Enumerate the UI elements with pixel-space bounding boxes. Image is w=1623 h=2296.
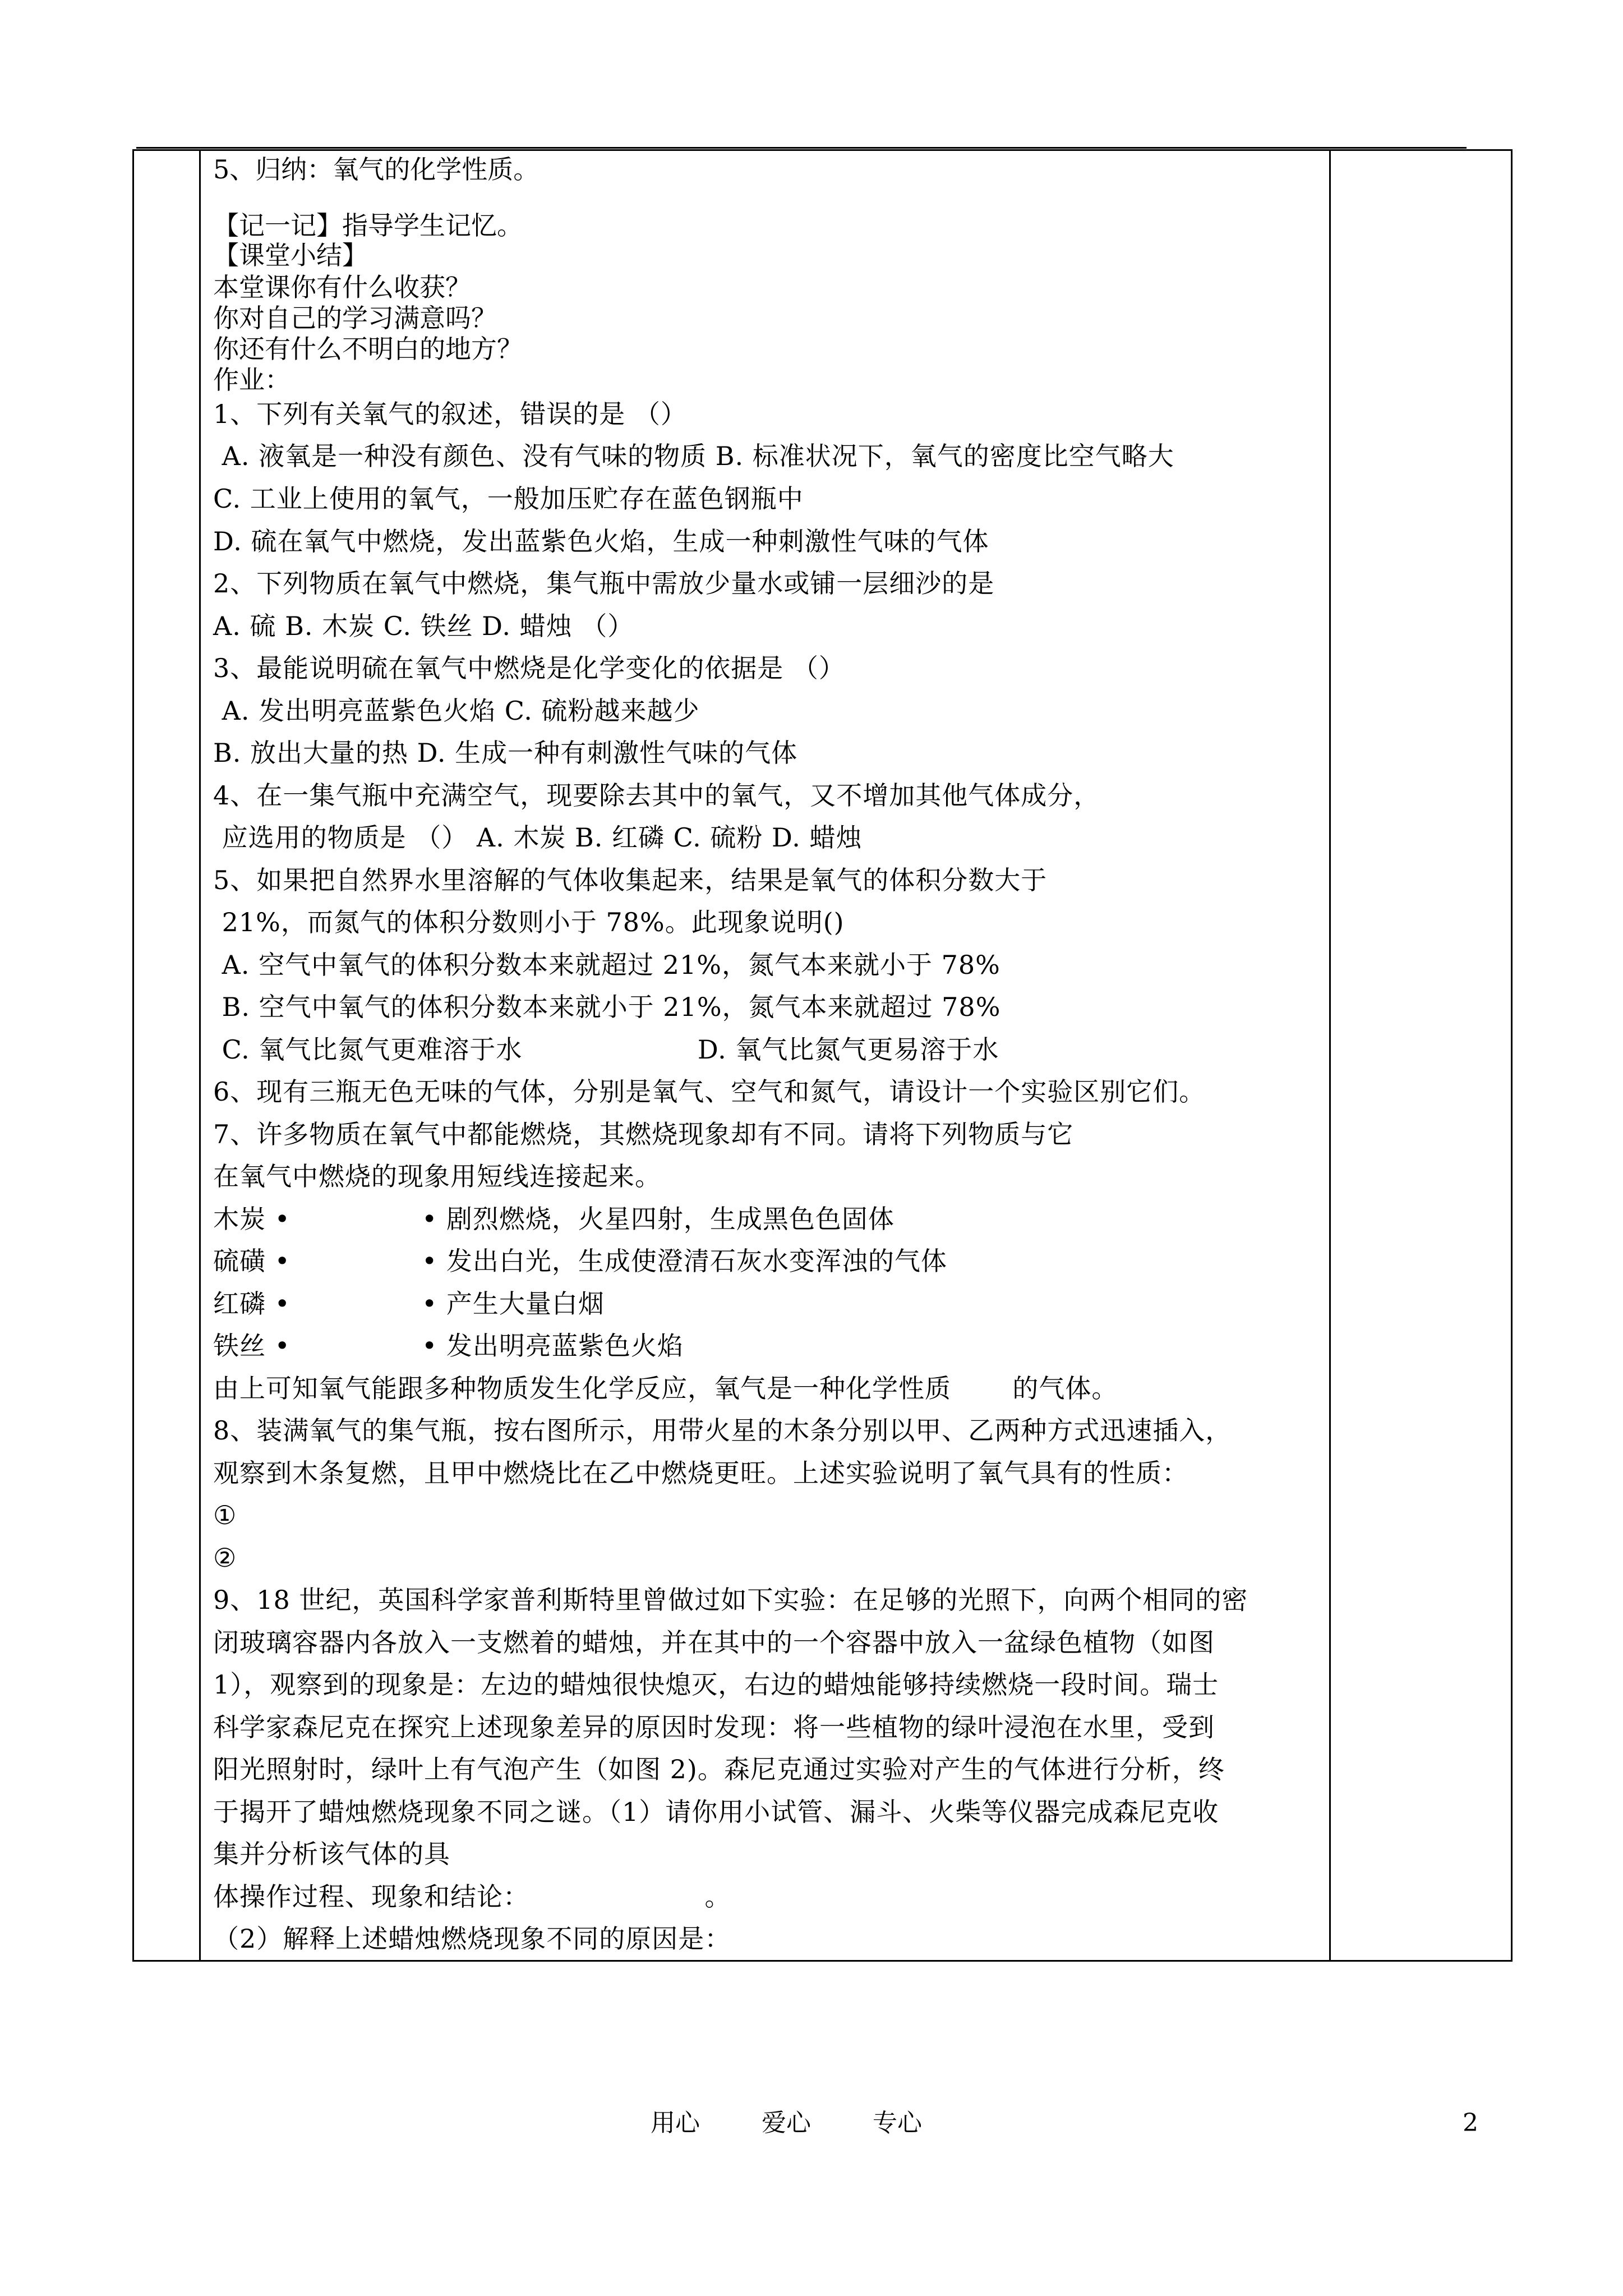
line-class-summary-heading: 【课堂小结】 [213,240,368,270]
line-q9-cont-4: 阳光照射时，绿叶上有气泡产生（如图 2)。森尼克通过实验对产生的气体进行分析，终 [213,1754,1225,1784]
line-q5-option-a: A. 空气中氧气的体积分数本来就超过 21%，氮气本来就小于 78% [213,950,1000,980]
line-q1: 1、下列有关氧气的叙述，错误的是 （） [213,399,687,429]
line-homework-heading: 作业： [213,365,291,395]
line-q2-options: A. 硫 B. 木炭 C. 铁丝 D. 蜡烛 （） [213,611,634,641]
line-q8: 8、装满氧气的集气瓶，按右图所示，用带火星的木条分别以甲、乙两种方式迅速插入， [213,1415,1232,1446]
line-q9-part-2: （2）解释上述蜡烛燃烧现象不同的原因是： [213,1924,731,1954]
line-q5: 5、如果把自然界水里溶解的气体收集起来，结果是氧气的体积分数大于 [213,865,1048,895]
line-q5-option-cd: C. 氧气比氮气更难溶于水 D. 氧气比氮气更易溶于水 [213,1034,999,1065]
line-summary: 5、归纳：氧气的化学性质。 [213,154,540,185]
line-q7-match-iron: 铁丝 • • 发出明亮蓝紫色火焰 [213,1331,684,1361]
line-q2: 2、下列物质在氧气中燃烧，集气瓶中需放少量水或铺一层细沙的是 [213,568,995,599]
line-q1-option-ab: A. 液氧是一种没有颜色、没有气味的物质 B. 标准状况下，氧气的密度比空气略大 [213,441,1174,471]
line-q4-options: 应选用的物质是 （） A. 木炭 B. 红磷 C. 硫粉 D. 蜡烛 [213,822,863,853]
table-column-divider-right [1329,149,1331,1962]
line-q4: 4、在一集气瓶中充满空气，现要除去其中的氧气，又不增加其他气体成分， [213,780,1100,811]
line-q9-cont-3: 科学家森尼克在探究上述现象差异的原因时发现：将一些植物的绿叶浸泡在水里，受到 [213,1712,1215,1742]
line-q9-cont-7: 体操作过程、现象和结论： 。 [213,1881,731,1912]
line-q7-match-phosphorus: 红磷 • • 产生大量白烟 [213,1289,605,1319]
line-memorize: 【记一记】指导学生记忆。 [213,210,523,241]
line-q7-match-sulfur: 硫磺 • • 发出白光，生成使澄清石灰水变浑浊的气体 [213,1246,947,1276]
line-question-satisfied: 你对自己的学习满意吗？ [213,303,497,333]
header-rule [136,147,1467,149]
line-q5-cont: 21%，而氮气的体积分数则小于 78%。此现象说明() [213,907,845,937]
line-q1-option-c: C. 工业上使用的氧气，一般加压贮存在蓝色钢瓶中 [213,484,804,514]
line-q7-match-charcoal: 木炭 • • 剧烈燃烧，火星四射，生成黑色色固体 [213,1204,895,1234]
line-q3: 3、最能说明硫在氧气中燃烧是化学变化的依据是 （） [213,653,845,683]
footer-motto-1: 用心 [651,2109,700,2137]
line-q9-cont-6: 集并分析该气体的具 [213,1839,450,1869]
line-q7-conclusion: 由上可知氧气能跟多种物质发生化学反应，氧气是一种化学性质 的气体。 [213,1373,1118,1404]
line-q9: 9、18 世纪，英国科学家普利斯特里曾做过如下实验：在足够的光照下，向两个相同的密 [213,1585,1248,1615]
line-q3-option-bd: B. 放出大量的热 D. 生成一种有刺激性气味的气体 [213,738,798,768]
line-q7-cont: 在氧气中燃烧的现象用短线连接起来。 [213,1161,661,1191]
line-question-gain: 本堂课你有什么收获？ [213,272,471,302]
footer-motto-2: 爱心 [762,2109,811,2137]
line-q6: 6、现有三瓶无色无味的气体，分别是氧气、空气和氮气，请设计一个实验区别它们。 [213,1076,1206,1107]
line-q1-option-d: D. 硫在氧气中燃烧，发出蓝紫色火焰，生成一种刺激性气味的气体 [213,526,989,556]
table-column-divider-left [199,149,201,1962]
line-q9-cont-1: 闭玻璃容器内各放入一支燃着的蜡烛，并在其中的一个容器中放入一盆绿色植物（如图 [213,1627,1215,1658]
footer-motto-3: 专心 [873,2109,922,2137]
line-question-unclear: 你还有什么不明白的地方？ [213,334,523,364]
line-q7: 7、许多物质在氧气中都能燃烧，其燃烧现象却有不同。请将下列物质与它 [213,1119,1074,1149]
page-number: 2 [1463,2109,1478,2137]
line-q5-option-b: B. 空气中氧气的体积分数本来就小于 21%，氮气本来就超过 78% [213,992,1001,1022]
line-q9-cont-5: 于揭开了蜡烛燃烧现象不同之谜。（1）请你用小试管、漏斗、火柴等仪器完成森尼克收 [213,1797,1219,1827]
line-q3-option-ac: A. 发出明亮蓝紫色火焰 C. 硫粉越来越少 [213,696,700,726]
line-q8-blank-1: ① [213,1500,237,1530]
line-q8-blank-2: ② [213,1543,237,1573]
line-q8-cont: 观察到木条复燃，且甲中燃烧比在乙中燃烧更旺。上述实验说明了氧气具有的性质： [213,1458,1188,1488]
line-q9-cont-2: 1），观察到的现象是：左边的蜡烛很快熄灭，右边的蜡烛能够持续燃烧一段时间。瑞士 [213,1669,1219,1700]
